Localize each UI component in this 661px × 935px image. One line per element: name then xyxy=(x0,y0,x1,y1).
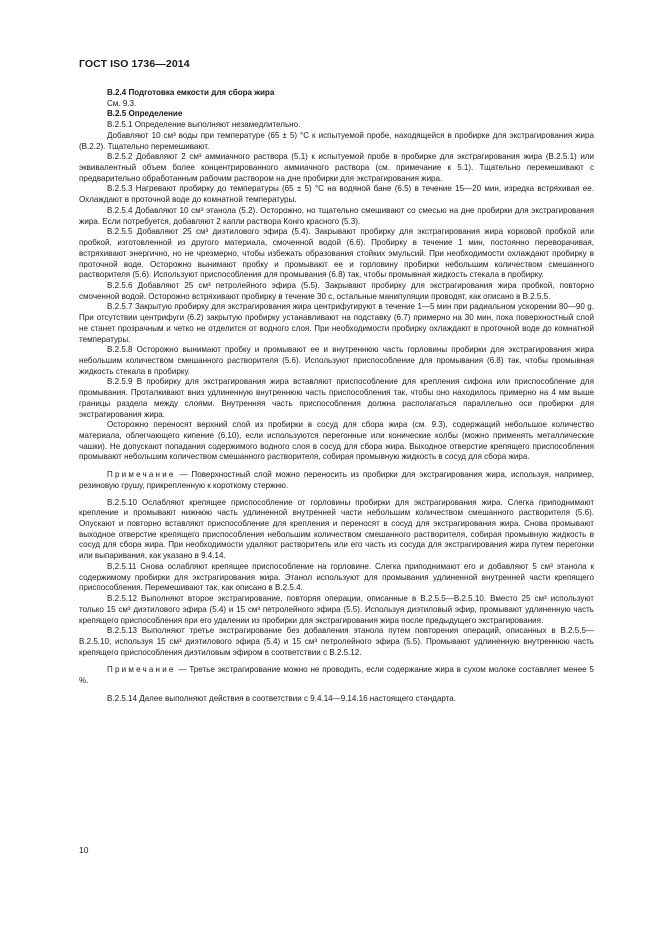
note-label: Примечание xyxy=(107,665,176,675)
paragraph-b2-5-1: В.2.5.1 Определение выполняют незамедлительно. xyxy=(107,120,301,130)
paragraph-b2-5-11: В.2.5.11 Снова ослабляют крепящее приспособление на горловине. Слегка приподнимают его и добавляют 5 см³ этанола к содержимому пробирки для экстрагирования жира. Этанол используют для промывания удлиненной внутренней части крепящего приспособления. Перемешивают так, как описано в В.2.5.4. xyxy=(79,561,594,593)
section-heading-b24: B.2.4 Подготовка емкости для сбора жира xyxy=(107,88,275,97)
paragraph-b2-5-6: В.2.5.6 Добавляют 25 см³ петролейного эфира (5.5). Закрывают пробирку для экстрагирования жира пробкой, повторно смоченной водой. Осторожно встряхивают пробирку в течение 30 с, остальные манипуляции проводят, как описано в В.2.5.5. xyxy=(79,280,594,301)
note-1 xyxy=(79,470,594,491)
paragraph-b2-5-13: В.2.5.13 Выполняют третье экстрагирование без добавления этанола путем повторения операций, описанных в В.2.5.5—В.2.5.10, используя 15 см³ диэтилового эфира (5.4) и 15 см³ петролейного эфира (5.5). Промывают удлиненную внутреннюю часть крепящего приспособления диэтиловым эфиром в соответствии с В.2.5.12. xyxy=(79,626,594,657)
paragraph-b2-5-9: В.2.5.9 В пробирку для экстрагирования жира вставляют приспособление для крепления сифона или приспособление для промывания. Проталкивают вниз удлиненную внутреннюю часть приспособления так, чтобы оно находилось примерно на 4 мм выше границы раздела между слоями. Внутренняя часть приспособления должна располагаться параллельно оси пробирки для экстрагирования жира. xyxy=(79,377,594,419)
document-header: ГОСТ ISO 1736—2014 xyxy=(79,58,190,70)
paragraph-b2-5-12: В.2.5.12 Выполняют второе экстрагирование, повторяя операции, описанные в В.2.5.5—В.2.5.10. Вместо 25 см³ используют только 15 см³ диэтилового эфира (5.4) и 15 см³ петролейного эфира (5.5). Используя диэтиловый эфир, промывают удлиненную часть крепящего приспособления при его удалении из пробирки для экстрагирования жира после предыдущего экстрагирования. xyxy=(79,594,594,625)
paragraph-b2-5-5: В.2.5.5 Добавляют 25 см³ диэтилового эфира (5.4). Закрывают пробирку для экстрагирования жира корковой пробкой или пробкой, изготовленной из другого материала, смоченной водой (6.6). Пробирку в течение 1 мин, постоянно переворачивая, встряхивают энергично, но не чрезмерно, чтобы избежать образования стойких эмульсий. При необходимости охлаждают пробирку в проточной воде. Осторожно вынимают пробку и промывают ее и горловину пробирки небольшим количеством смешанного растворителя (5.6). Используют приспособления для промывания (6.8) так, чтобы промывная жидкость стекала в пробирку. xyxy=(79,227,594,280)
page-number: 10 xyxy=(79,845,89,855)
paragraph-b2-5-10: В.2.5.10 Ослабляют крепящее приспособление от горловины пробирки для экстрагирования жира. Слегка приподнимают крепление и промывают нижнюю часть удлиненной внутренней части небольшим количеством смешанного растворителя (5.6). Опускают и повторно вставляют приспособление для крепления и переносят в сосуд для экстрагирования жира. Снова промывают выходное отверстие крепящего приспособления небольшим количеством смешанного растворителя, собирая промывную жидкость в сосуд для сбора жира. При необходимости удаляют растворитель или его часть из сосуда для экстрагирования жира путем перегонки или выпаривания, как указано в 9.4.14. xyxy=(79,497,594,561)
paragraph-b2-5-3: В.2.5.3 Нагревают пробирку до температуры (65 ± 5) °С на водяной бане (6.5) в течение 15—20 мин, изредка встряхивая ее. Охлаждают в проточной воде до комнатной температуры. xyxy=(79,184,594,205)
note-text: — Третье экстрагирование можно не проводить, если содержание жира в сухом молоке составляет менее 5 %. xyxy=(79,665,594,686)
note-text: — Поверхностный слой можно переносить из пробирки для экстрагирования жира, используя, например, резиновую грушу, прикрепленную к короткому стержню. xyxy=(79,470,594,490)
paragraph-b2-5-2: В.2.5.2 Добавляют 2 см³ аммиачного раствора (5.1) к испытуемой пробе в пробирке для экстрагирования жира (В.2.5.1) или эквивалентный объем более концентрированного аммиачного раствора (см. примечание к 5.1). Тщательно перемешивают с предварительно обработанным рабочим раствором на дне пробирки для экстрагирования жира. xyxy=(79,152,594,183)
paragraph-b2-5-1-cont: Добавляют 10 см³ воды при температуре (65 ± 5) °С к испытуемой пробе, находящейся в пробирке для экстрагирования жира (В.2.2). Тщательно перемешивают. xyxy=(79,130,594,151)
paragraph-b2-5-8: В.2.5.8 Осторожно вынимают пробку и промывают ее и внутреннюю часть горловины пробирки для экстрагирования жира небольшим количеством смешанного растворителя (5.6). Используют приспособление для промывания (6.8) так, чтобы промывная жидкость стекала в пробирку. xyxy=(79,345,594,376)
paragraph-b2-5-14: В.2.5.14 Далее выполняют действия в соответствии с 9.4.14—9.14.16 настоящего стандарта. xyxy=(107,693,456,703)
section-heading-b25: B.2.5 Определение xyxy=(107,109,183,119)
document-body xyxy=(79,88,594,705)
note-2 xyxy=(79,665,594,686)
paragraph-b2-5-7: В.2.5.7 Закрытую пробирку для экстрагирования жира центрифугируют в течение 1—5 мин при радиальном ускорении 80—90 g. При отсутствии центрифуги (6.2) закрытую пробирку устанавливают на подставку (6.7) примерно на 30 мин, пока поверхностный слой не станет прозрачным и четко не отделится от водного слоя. При необходимости пробирку охлаждают в проточной воде до комнатной температуры. xyxy=(79,302,594,344)
paragraph-b2-5-9-cont: Осторожно переносят верхний слой из пробирки в сосуд для сбора жира (см. 9.3), содержащий небольшое количество материала, облегчающего кипение (6.10), если используются перегонные или конические колбы (можно применять металлические чашки). Не допускают попадания содержимого водного слоя в сосуд для сбора жира. Выходное отверстие крепящего приспособления промывают небольшим количеством смешанного растворителя, собирая промывную жидкость в сосуд для сбора жира. xyxy=(79,420,594,462)
paragraph-b2-5-4: В.2.5.4 Добавляют 10 см³ этанола (5.2). Осторожно, но тщательно смешивают со смесью на дне пробирки для экстрагирования жира. Если потребуется, добавляют 2 капли раствора Конго красного (5.3). xyxy=(79,205,594,226)
note-label: Примечание xyxy=(107,470,176,480)
paragraph-see-reference: См. 9.3. xyxy=(107,98,137,108)
